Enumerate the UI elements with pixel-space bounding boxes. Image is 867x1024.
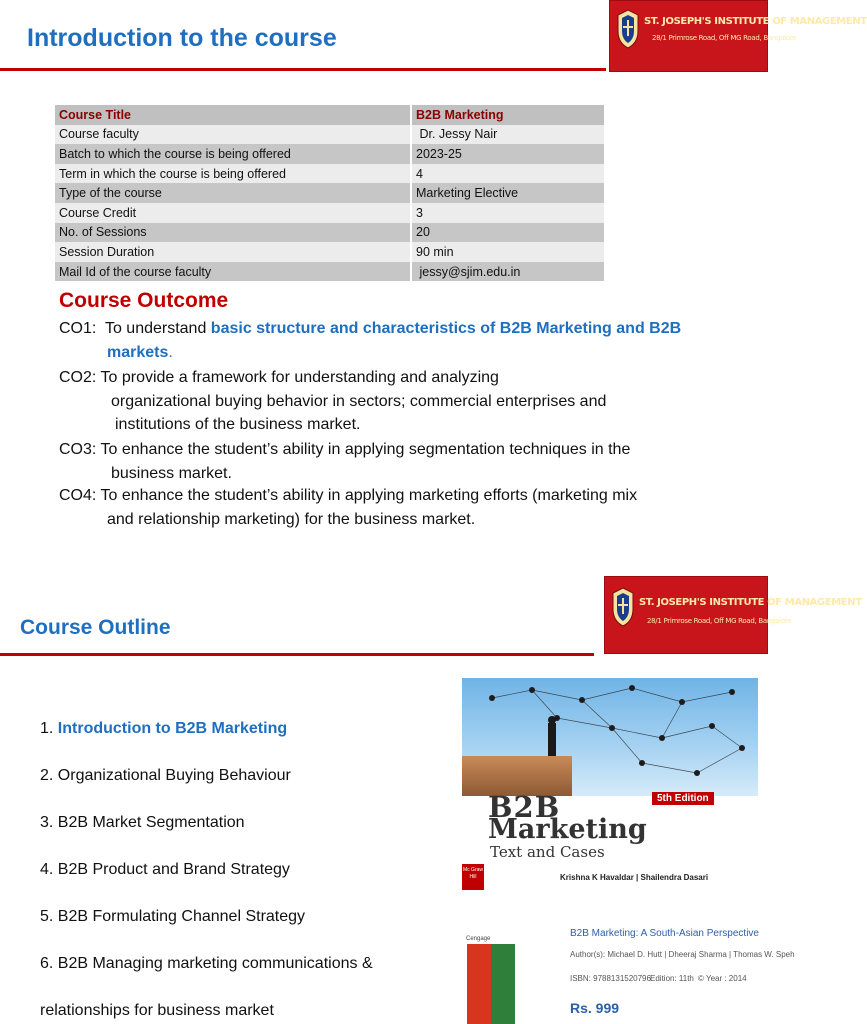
- table-row: Course Credit 3: [55, 203, 604, 223]
- course-details-table: [55, 105, 604, 281]
- book-price: Rs. 999: [570, 1000, 620, 1016]
- title-divider: [0, 68, 606, 71]
- textbook-cover-havaldar: [462, 678, 758, 890]
- course-outcome-4: CO4: To enhance the student’s ability in applying marketing efforts (marketing mix and relationship marketing) for the business market.: [59, 487, 638, 528]
- table-row: Course Title B2B Marketing: [55, 105, 604, 125]
- book-edition: Edition: 11th: [650, 974, 694, 983]
- institute-logo: [609, 0, 867, 72]
- book-cover-thumbnail: [467, 944, 515, 1024]
- table-row: Term in which the course is being offered 4: [55, 164, 604, 184]
- textbook-listing-hutt: [462, 922, 795, 1024]
- logo-name: ST. JOSEPH'S INSTITUTE OF MANAGEMENT: [644, 16, 867, 27]
- book-title: B2B: [488, 790, 561, 824]
- table-row: Batch to which the course is being offered 2023-25: [55, 144, 604, 164]
- course-outcome-1: CO1: To understand basic structure and characteristics of B2B Marketing and B2B markets.: [59, 320, 682, 361]
- table-row: Mail Id of the course faculty jessy@sjim.edu.in: [55, 262, 604, 282]
- slide-title: Introduction to the course: [27, 24, 337, 52]
- book-subtitle: Text and Cases: [490, 843, 605, 861]
- outline-item: relationships for business market: [40, 1002, 274, 1019]
- outline-item: 3. B2B Market Segmentation: [40, 814, 245, 831]
- course-outcome-heading: Course Outcome: [59, 289, 229, 312]
- outline-item: 1. Introduction to B2B Marketing: [40, 720, 288, 737]
- institute-logo: [604, 576, 862, 654]
- crest-icon: [616, 9, 640, 49]
- book-title: B2B Marketing: A South-Asian Perspective: [570, 928, 759, 939]
- logo-address: 28/1 Primrose Road, Off MG Road, Bangalore: [647, 617, 792, 625]
- book-authors: Krishna K Havaldar | Shailendra Dasari: [560, 873, 709, 882]
- logo-address: 28/1 Primrose Road, Off MG Road, Bangalore: [652, 34, 797, 42]
- edition-badge: 5th Edition: [652, 792, 714, 805]
- book-isbn: ISBN: 9788131520796: [570, 974, 651, 983]
- publisher-logo: Mc Graw Hill: [462, 864, 484, 890]
- course-outcome-3: CO3: To enhance the student’s ability in applying segmentation techniques in the business market.: [59, 441, 631, 482]
- publisher-brand: Cengage: [466, 936, 491, 942]
- title-divider: [0, 653, 594, 656]
- book-year: © Year : 2014: [698, 974, 747, 983]
- table-row: Session Duration 90 min: [55, 242, 604, 262]
- table-row: No. of Sessions 20: [55, 223, 604, 243]
- slide-title: Course Outline: [20, 616, 171, 639]
- outline-item: 5. B2B Formulating Channel Strategy: [40, 908, 306, 925]
- course-outcome-2: CO2: To provide a framework for understanding and analyzing organizational buying behavior in sectors; commercial enterprises and institutions of the business market.: [59, 369, 607, 433]
- outline-item: 6. B2B Managing marketing communications &: [40, 955, 373, 972]
- table-row: Type of the course Marketing Elective: [55, 183, 604, 203]
- book-authors: Author(s): Michael D. Hutt | Dheeraj Sharma | Thomas W. Speh: [570, 950, 795, 959]
- table-row: Course faculty Dr. Jessy Nair: [55, 125, 604, 145]
- outline-item: 2. Organizational Buying Behaviour: [40, 767, 291, 784]
- outline-item: 4. B2B Product and Brand Strategy: [40, 861, 290, 878]
- book-title: Marketing: [488, 814, 647, 845]
- logo-name: ST. JOSEPH'S INSTITUTE OF MANAGEMENT: [639, 597, 862, 608]
- crest-icon: [611, 587, 635, 627]
